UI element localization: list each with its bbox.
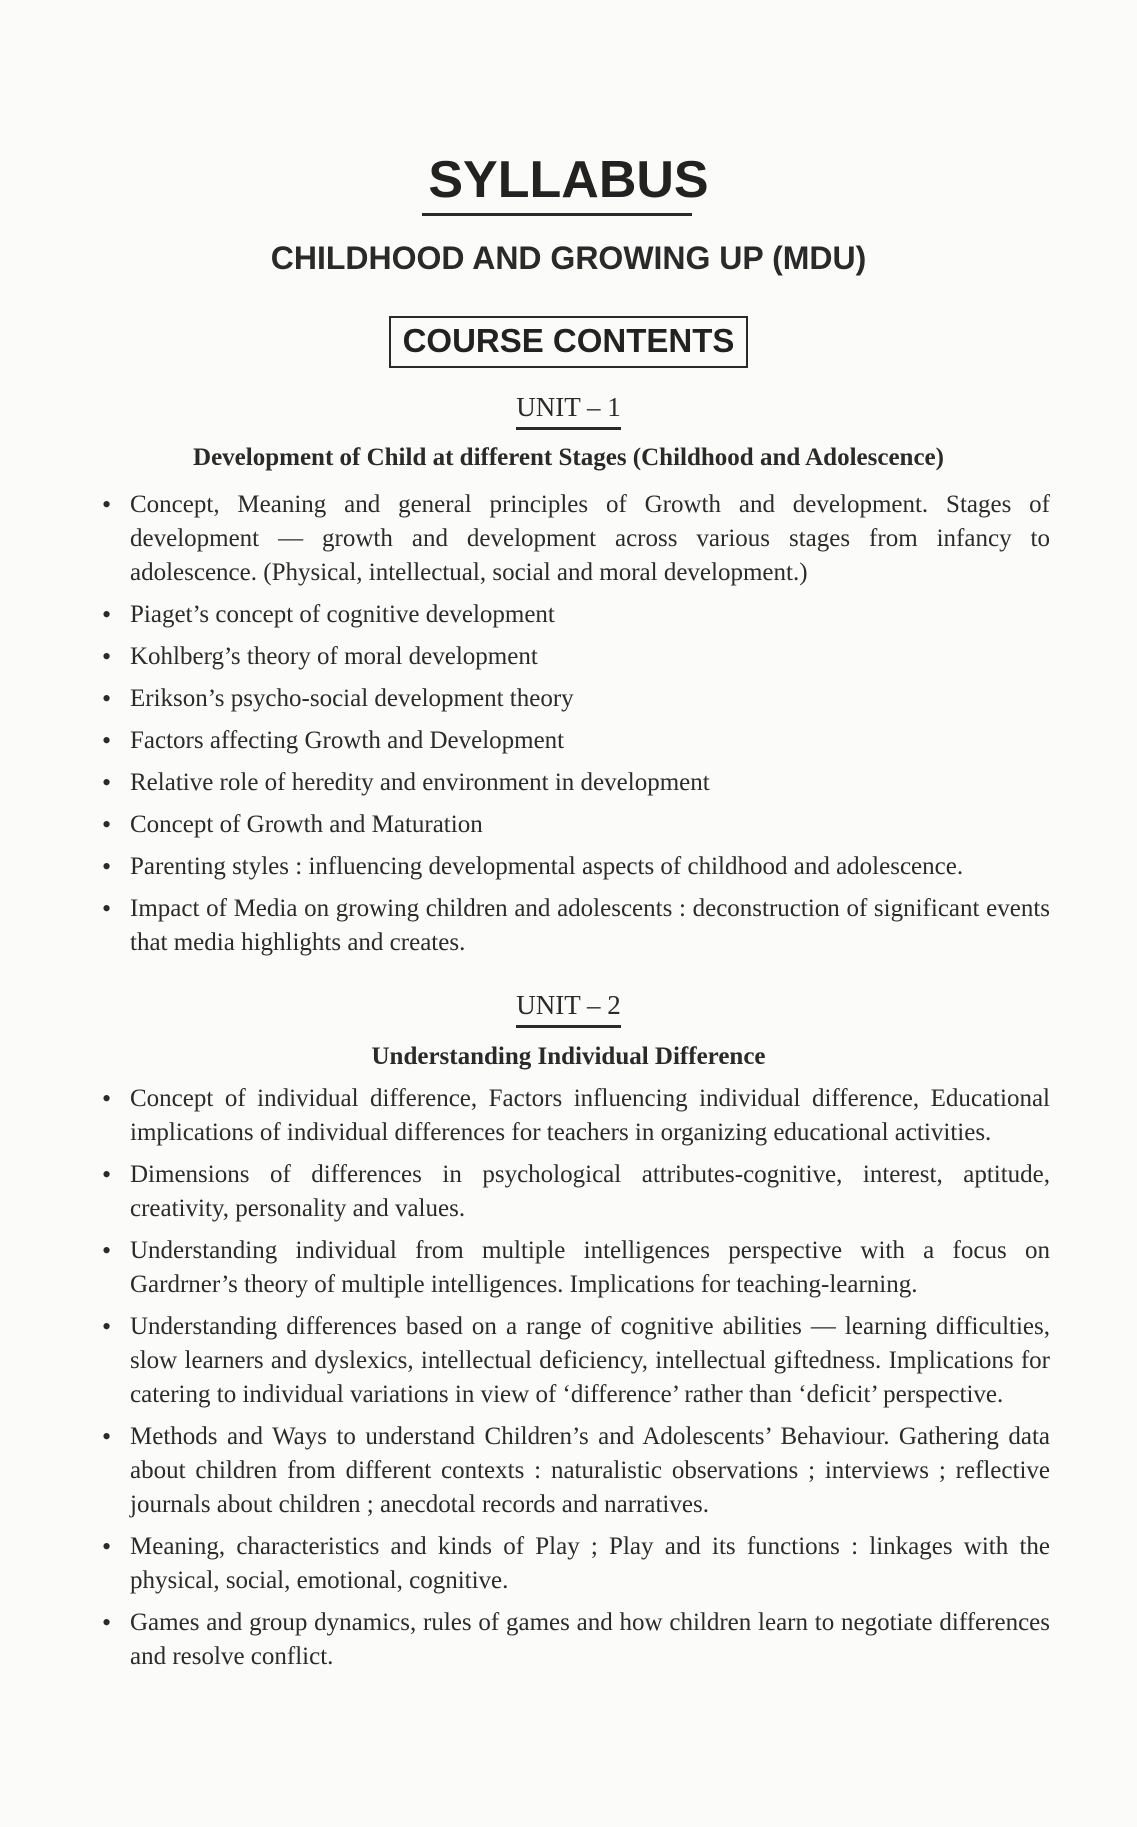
list-item: • Meaning, characteristics and kinds of Play ; Play and its functions : linkages with the physical, social, emotional, cognitive. — [100, 1530, 1050, 1598]
unit-1-topic-list — [100, 488, 1050, 968]
list-item: • Piaget’s concept of cognitive development — [100, 598, 1050, 632]
list-item: • Relative role of heredity and environment in development — [100, 766, 1050, 800]
list-item: • Kohlberg’s theory of moral development — [100, 640, 1050, 674]
title-underline — [422, 213, 692, 216]
list-item: • Understanding differences based on a range of cognitive abilities — learning difficulties, slow learners and dyslexics, intellectual deficiency, intellectual giftedness. Implications for catering to individual variations in view of ‘difference’ rather than ‘deficit’ perspective. — [100, 1310, 1050, 1412]
list-item: • Games and group dynamics, rules of games and how children learn to negotiate differences and resolve conflict. — [100, 1606, 1050, 1674]
list-item: • Erikson’s psycho-social development theory — [100, 682, 1050, 716]
list-item: • Understanding individual from multiple intelligences perspective with a focus on Gardrner’s theory of multiple intelligences. Implications for teaching-learning. — [100, 1234, 1050, 1302]
unit-2-topic-list — [100, 1082, 1050, 1682]
list-item: • Factors affecting Growth and Development — [100, 724, 1050, 758]
list-item: • Concept, Meaning and general principles of Growth and development. Stages of development — growth and development across various stages from infancy to adolescence. (Physical, intellectual, social and moral development.) — [100, 488, 1050, 590]
list-item: • Parenting styles : influencing developmental aspects of childhood and adolescence. — [100, 850, 1050, 884]
unit-2-label: UNIT – 2 — [0, 990, 1137, 1028]
list-item: • Concept of individual difference, Factors influencing individual difference, Educational implications of individual differences for teachers in organizing educational activities. — [100, 1082, 1050, 1150]
course-contents-heading: COURSE CONTENTS — [389, 316, 749, 368]
unit-1-label: UNIT – 1 — [0, 392, 1137, 430]
page-title: SYLLABUS — [428, 151, 709, 209]
course-title: CHILDHOOD AND GROWING UP (MDU) — [270, 240, 867, 276]
list-item: • Methods and Ways to understand Children’s and Adolescents’ Behaviour. Gathering data about children from different contexts : naturalistic observations ; interviews ; reflective journals about children ; anecdotal records and narratives. — [100, 1420, 1050, 1522]
list-item: • Dimensions of differences in psychological attributes-cognitive, interest, aptitude, creativity, personality and values. — [100, 1158, 1050, 1226]
list-item: • Impact of Media on growing children and adolescents : deconstruction of significant events that media highlights and creates. — [100, 892, 1050, 960]
unit-1-heading: Development of Child at different Stages (Childhood and Adolescence) — [193, 444, 944, 471]
list-item: • Concept of Growth and Maturation — [100, 808, 1050, 842]
unit-2-heading: Understanding Individual Difference — [371, 1043, 766, 1070]
course-contents-box-wrap — [0, 316, 1137, 368]
